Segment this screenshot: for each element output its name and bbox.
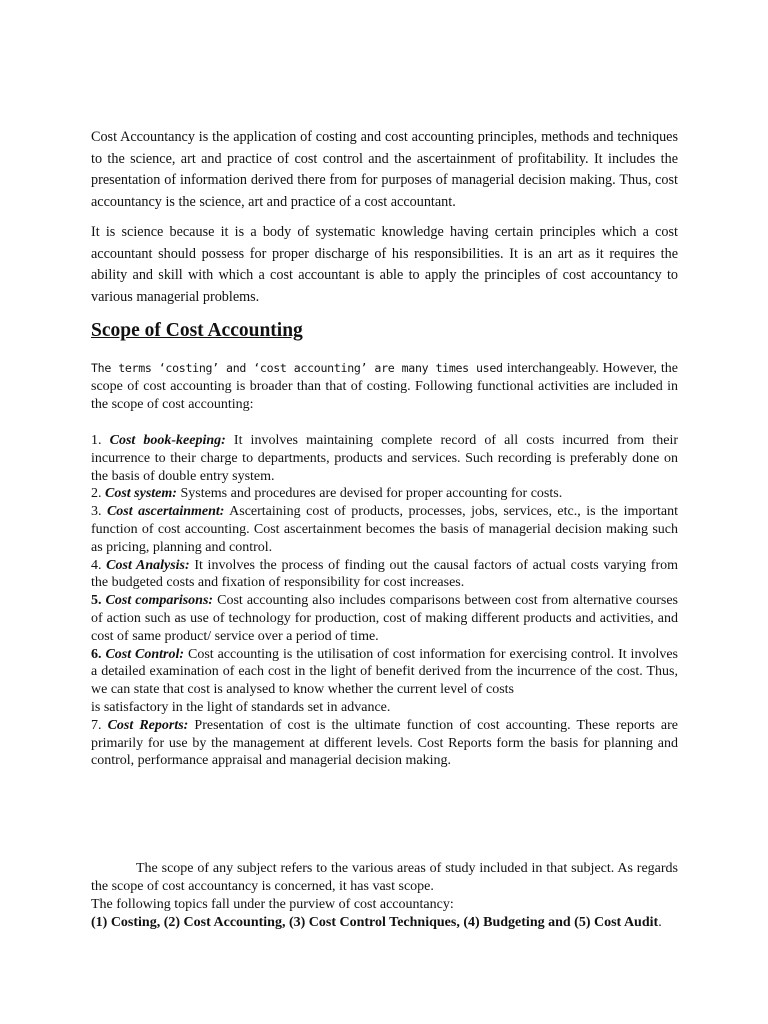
item-term: Cost Analysis: — [106, 557, 190, 573]
item-term: Cost ascertainment: — [106, 504, 225, 520]
topics-period: . — [658, 915, 662, 930]
item-number: 4. — [91, 557, 107, 573]
item-text-continued: is satisfactory in the light of standards set in advance. — [91, 699, 391, 715]
list-item — [91, 557, 678, 593]
list-item — [91, 503, 678, 556]
item-text: Presentation of cost is the ultimate function of cost accounting. These reports are primarily for use by the management at different levels. Cost Reports form the basis for planning and control, performance appraisal and managerial decision making. — [91, 717, 679, 769]
list-item — [91, 592, 678, 645]
intro-rest-text: interchangeably. However, the scope of cost accounting is broader than that of costing. Following functional activities are included in the scope of cost accounting: — [91, 361, 678, 412]
closing-paragraph: The scope of any subject refers to the various areas of study included in that subject. As regards the scope of cost accountancy is concerned, it has vast scope. — [91, 861, 678, 894]
list-item — [91, 485, 678, 503]
item-term: Cost Control: — [105, 646, 185, 662]
item-term: Cost system: — [105, 486, 177, 502]
item-text: Ascertaining cost of products, processes, jobs, services, etc., is the important function of cost accounting. Cost ascertainment becomes the basis of managerial decision making such as pricing, planning and control. — [91, 504, 678, 555]
list-item — [91, 646, 678, 717]
item-text: Cost accounting also includes comparisons between cost from alternative courses of action such as use of technology for production, cost of making different products and activities, and cost of same product/ service over a period of time. — [91, 593, 679, 644]
item-number: 3. — [91, 504, 107, 520]
closing-topics-intro: The following topics fall under the purview of cost accountancy: — [91, 897, 454, 912]
item-term: Cost comparisons: — [105, 593, 214, 609]
item-number: 6. — [91, 646, 106, 662]
intro-lead-text: The terms ‘costing’ and ‘cost accounting’ are many times used — [91, 361, 503, 375]
item-text: Cost accounting is the utilisation of cost information for exercising control. It involves a detailed examination of each cost in the light of benefit derived from the incurrence of the cost. Thus, we can state that cost is analysed to know whether the current level of costs — [91, 646, 678, 698]
closing-topics-list — [91, 914, 678, 932]
item-text: Systems and procedures are devised for proper accounting for costs. — [176, 486, 563, 502]
functions-list — [91, 432, 678, 770]
item-term: Cost book-keeping: — [109, 433, 226, 448]
topics-text: (1) Costing, (2) Cost Accounting, (3) Cost Control Techniques, (4) Budgeting and (5) Cost Audit — [91, 915, 659, 930]
list-item — [91, 717, 678, 770]
closing-section — [91, 860, 678, 932]
item-number: 5. — [91, 593, 106, 609]
item-number: 1. — [91, 433, 110, 448]
item-number: 2. — [91, 486, 105, 502]
item-number: 7. — [91, 717, 108, 733]
item-term: Cost Reports: — [107, 717, 189, 733]
paragraph-science-and-art: It is science because it is a body of systematic knowledge having certain principles which a cost accountant should possess for proper discharge of his responsibilities. It is an art as it requires the ability and skill with which a cost accountant is able to apply the principles of cost accountancy to various managerial problems. — [91, 224, 678, 305]
item-text: It involves the process of finding out the causal factors of actual costs varying from the budgeted costs and fixation of responsibility for cost increases. — [91, 557, 678, 591]
section-heading: Scope of Cost Accounting — [91, 320, 303, 341]
scope-intro-paragraph — [91, 359, 678, 414]
item-text: It involves maintaining complete record of all costs incurred from their incurrence to their charge to departments, products and services. Such recording is preferably done on the basis of double entry system. — [91, 433, 678, 484]
paragraph-definition: Cost Accountancy is the application of costing and cost accounting principles, methods and techniques to the science, art and practice of cost control and the ascertainment of profitability. It includes the presentation of information derived there from for purposes of managerial decision making. Thus, cost accountancy is the science, art and practice of a cost accountant. — [91, 129, 678, 210]
list-item — [91, 432, 678, 485]
